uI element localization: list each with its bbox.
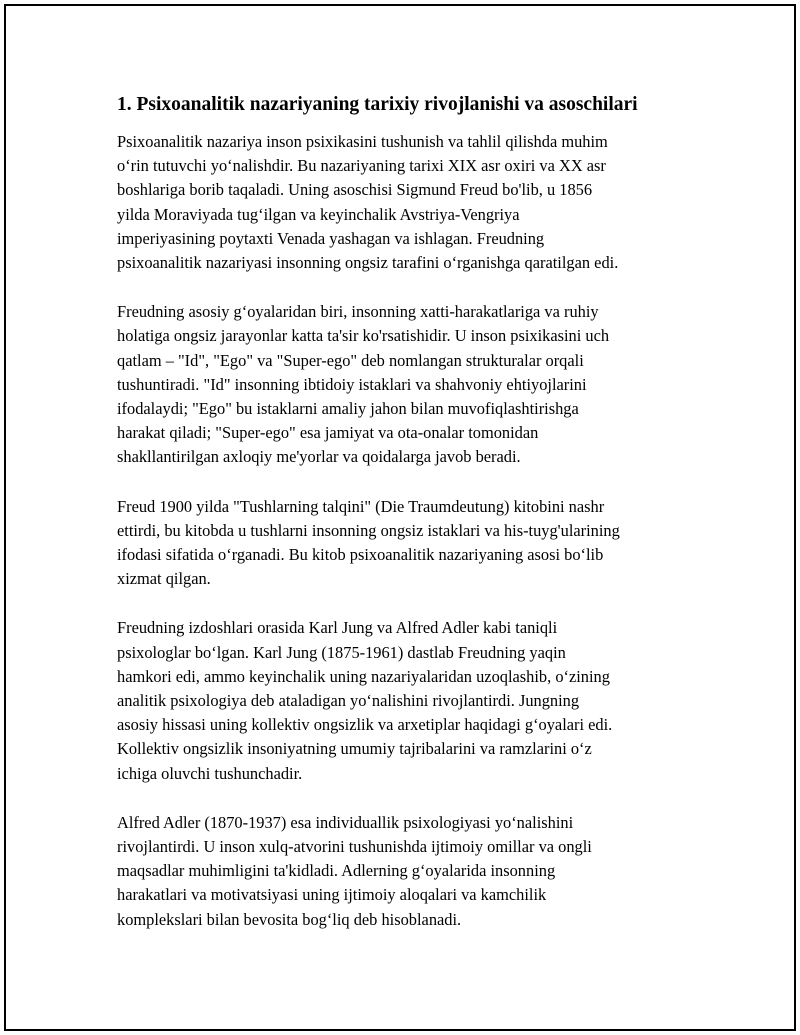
text-line: Alfred Adler (1870-1937) esa individuallik psixologiyasi yoʻnalishini [117,812,574,832]
text-line: psixologlar boʻlgan. Karl Jung (1875-1961) dastlab Freudning yaqin [117,642,566,662]
text-line: Freudning izdoshlari orasida Karl Jung va Alfred Adler kabi taniqli [117,618,558,638]
text-line: maqsadlar muhimligini ta'kidladi. Adlerning gʻoyalarida insonning [117,861,556,881]
text-line: ifodasi sifatida oʻrganadi. Bu kitob psixoanalitik nazariyaning asosi boʻlib [117,545,604,565]
text-line: harakatlari va motivatsiyasi uning ijtimoiy aloqalari va kamchilik [117,885,547,905]
text-line: hamkori edi, ammo keyinchalik uning nazariyalaridan uzoqlashib, oʻzining [117,666,610,686]
text-line: oʻrin tutuvchi yoʻnalishdir. Bu nazariyaning tarixi XIX asr oxiri va XX asr [117,156,606,176]
document-body [117,92,697,957]
paragraph-jung [117,616,697,785]
text-line: ichiga oluvchi tushunchadir. [117,763,303,783]
text-line: analitik psixologiya deb ataladigan yoʻnalishini rivojlantirdi. Jungning [117,691,580,711]
text-line: asosiy hissasi uning kollektiv ongsizlik va arxetiplar haqidagi gʻoyalari edi. [117,715,613,735]
text-line: rivojlantirdi. U inson xulq-atvorini tushunishda ijtimoiy omillar va ongli [117,837,592,857]
text-line: imperiyasining poytaxti Venada yashagan va ishlagan. Freudning [117,228,545,248]
text-line: ettirdi, bu kitobda u tushlarni insonning ongsiz istaklari va his-tuyg'ularining [117,520,620,540]
text-line: xizmat qilgan. [117,569,211,589]
paragraph-id-ego-superego [117,300,697,469]
text-line: Freud 1900 yilda "Tushlarning talqini" (Die Traumdeutung) kitobini nashr [117,496,605,516]
text-line: boshlariga borib taqaladi. Uning asoschisi Sigmund Freud bo'lib, u 1856 [117,180,593,200]
text-line: Freudning asosiy gʻoyalaridan biri, insonning xatti-harakatlariga va ruhiy [117,302,599,322]
paragraph-adler [117,811,697,932]
text-line: Kollektiv ongsizlik insoniyatning umumiy tajribalarini va ramzlarini oʻz [117,739,592,759]
text-line: ifodalaydi; "Ego" bu istaklarni amaliy jahon bilan muvofiqlashtirishga [117,399,579,419]
section-heading: 1. Psixoanalitik nazariyaning tarixiy rivojlanishi va asoschilari [117,94,638,115]
text-line: tushuntiradi. "Id" insonning ibtidoiy istaklari va shahvoniy ehtiyojlarini [117,374,587,394]
paragraph-traumdeutung [117,495,697,592]
text-line: harakat qiladi; "Super-ego" esa jamiyat va ota-onalar tomonidan [117,423,539,443]
text-line: yilda Moraviyada tugʻilgan va keyinchalik Avstriya-Vengriya [117,204,520,224]
text-line: Psixoanalitik nazariya inson psixikasini tushunish va tahlil qilishda muhim [117,132,608,151]
text-line: qatlam – "Id", "Ego" va "Super-ego" deb nomlangan strukturalar orqali [117,350,584,370]
text-line: holatiga ongsiz jarayonlar katta ta'sir ko'rsatishidir. U inson psixikasini uch [117,326,610,346]
text-line: komplekslari bilan bevosita bogʻliq deb hisoblanadi. [117,909,462,929]
text-line: shakllantirilgan axloqiy me'yorlar va qoidalarga javob beradi. [117,447,521,467]
paragraph-intro [117,130,697,275]
text-line: psixoanalitik nazariyasi insonning ongsiz tarafini oʻrganishga qaratilgan edi. [117,253,619,273]
